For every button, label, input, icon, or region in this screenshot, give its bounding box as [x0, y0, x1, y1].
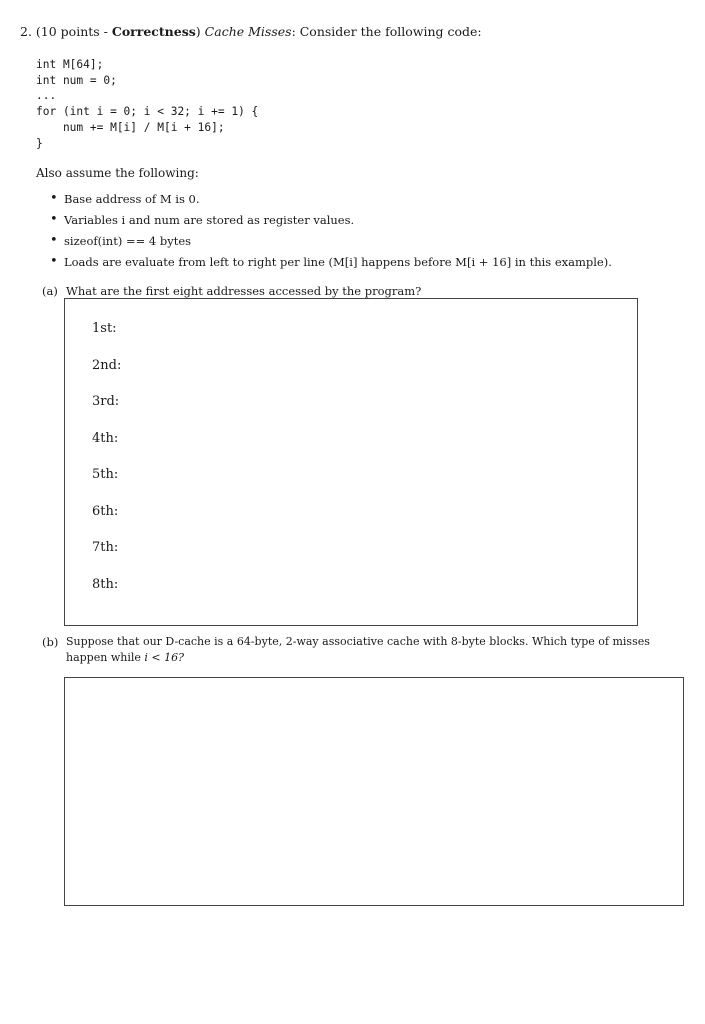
assumptions-intro: Also assume the following:	[36, 166, 199, 180]
part-b-question	[42, 634, 682, 668]
code-line: }	[36, 136, 43, 150]
part-b-text-prefix: happen while	[66, 651, 145, 664]
question-topic: Cache Misses	[204, 24, 292, 39]
ordinal-label: 5th:	[92, 467, 119, 482]
part-a-text: What are the first eight addresses accessed by the program?	[66, 284, 422, 298]
question-header	[20, 24, 482, 39]
assumption-item: • Base address of M is 0.	[50, 191, 612, 212]
ordinal-label: 3rd:	[92, 394, 120, 409]
assumptions-list	[50, 191, 612, 275]
question-category: Correctness	[111, 24, 196, 39]
code-line: num += M[i] / M[i + 16];	[36, 120, 225, 134]
assumption-item: • Loads are evaluate from left to right per line (M[i] happens before M[i + 16] in this example).	[50, 254, 612, 275]
part-a-question	[42, 283, 662, 299]
part-b-answer-box[interactable]	[64, 677, 684, 906]
question-prompt: : Consider the following code:	[291, 24, 482, 39]
code-line: ...	[36, 89, 57, 103]
ordinal-label: 6th:	[92, 504, 119, 519]
code-block	[36, 57, 258, 151]
ordinal-label: 4th:	[92, 431, 119, 446]
assumption-item: • Variables i and num are stored as register values.	[50, 212, 612, 233]
assumption-item: • sizeof(int) == 4 bytes	[50, 233, 612, 254]
code-line: for (int i = 0; i < 32; i += 1) {	[36, 105, 259, 119]
ordinal-label: 2nd:	[92, 358, 122, 373]
question-close-paren: )	[195, 24, 201, 39]
part-b-label: (b)	[42, 635, 59, 649]
part-b-text-line1: Suppose that our D-cache is a 64-byte, 2-way associative cache with 8-byte blocks. Which type of misses	[66, 635, 650, 648]
question-points: (10 points -	[35, 24, 112, 39]
part-b-condition: i < 16?	[144, 651, 184, 664]
part-a-label: (a)	[42, 284, 58, 298]
part-b-text	[66, 634, 676, 666]
ordinal-label: 8th:	[92, 577, 119, 592]
ordinal-label: 7th:	[92, 540, 119, 555]
code-line: int num = 0;	[36, 73, 117, 87]
question-number: 2.	[20, 24, 32, 39]
part-a-answer-box[interactable]	[64, 298, 638, 626]
code-line: int M[64];	[36, 58, 104, 71]
ordinal-label: 1st:	[92, 321, 117, 336]
part-b-text-line2	[66, 650, 676, 666]
